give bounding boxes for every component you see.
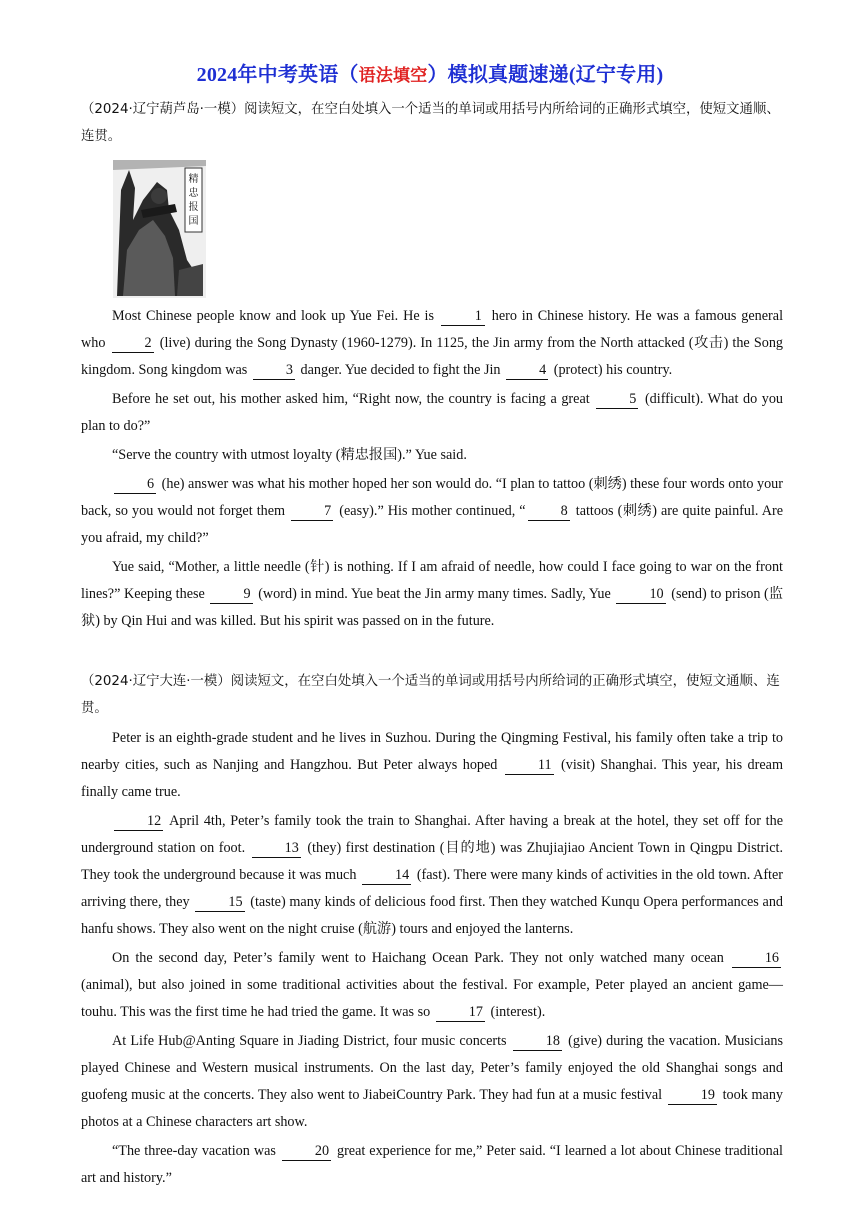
text: hero in Chinese history. He was a famous general who	[81, 308, 784, 351]
blank-12[interactable]: 12	[114, 812, 163, 831]
text: At Life Hub@Anting Square in Jiading District, four music concerts	[112, 1033, 507, 1049]
text: “The three-day vacation was	[112, 1143, 276, 1159]
text: Before he set out, his mother asked him, “Right now, the country is facing a great	[112, 391, 590, 407]
blank-4[interactable]: 4	[506, 361, 548, 380]
paragraph	[81, 1138, 783, 1192]
paragraph	[81, 386, 783, 440]
section1-passage	[81, 303, 783, 637]
text: (give) during the vacation. Musicians played Chinese and Western musical instruments. On the last day, Peter’s family enjoyed the old Shanghai songs and guofeng music at the concerts. They also went to JiabeiCountry Park. They had fun at a music festival	[81, 1033, 783, 1103]
page-title	[0, 58, 860, 87]
svg-text:国: 国	[188, 216, 199, 227]
text: (they) first destination (目的地) was Zhujiajiao Ancient Town in Qingpu District. They took the underground because it was much	[81, 840, 784, 883]
paragraph	[81, 471, 783, 552]
blank-3[interactable]: 3	[253, 361, 295, 380]
title-part-3: ）模拟真题速递(辽宁专用)	[427, 64, 664, 86]
blank-6[interactable]: 6	[114, 475, 156, 494]
blank-2[interactable]: 2	[112, 334, 154, 353]
text: (visit) Shanghai. This year, his dream finally came true.	[81, 757, 784, 800]
title-highlight: 语法填空	[358, 66, 428, 85]
yue-fei-illustration	[113, 160, 206, 298]
blank-14[interactable]: 14	[362, 866, 411, 885]
blank-8[interactable]: 8	[528, 502, 570, 521]
blank-17[interactable]: 17	[436, 1003, 485, 1022]
paragraph	[81, 945, 783, 1026]
svg-text:忠: 忠	[188, 188, 199, 199]
blank-20[interactable]: 20	[282, 1142, 331, 1161]
paragraph	[81, 554, 783, 635]
text: (taste) many kinds of delicious food first. Then they watched Kunqu Opera performances and hanfu shows. They also went on the night cruise (航游) tours and enjoyed the lanterns.	[81, 894, 784, 937]
blank-13[interactable]: 13	[252, 839, 301, 858]
text: (fast). There were many kinds of activities in the old town. After arriving there, they	[81, 867, 784, 910]
text: Yue said, “Mother, a little needle (针) is nothing. If I am afraid of needle, how could I face going to war on the front lines?” Keeping these	[81, 559, 783, 602]
text: (protect) his country.	[553, 362, 673, 378]
paragraph	[81, 808, 783, 943]
text: tattoos (刺绣) are quite painful. Are you afraid, my child?”	[81, 503, 784, 546]
text: Peter is an eighth-grade student and he lives in Suzhou. During the Qingming Festival, his family often take a trip to nearby cities, such as Nanjing and Hangzhou. But Peter always hoped	[81, 730, 783, 773]
text: (he) answer was what his mother hoped her son would do. “I plan to tattoo (刺绣) these four words onto your back, so you would not forget them	[81, 476, 783, 519]
text: (send) to prison (监狱) by Qin Hui and was killed. But his spirit was passed on in the future.	[81, 586, 784, 629]
text: (live) during the Song Dynasty (1960-1279). In 1125, the Jin army from the North attacked (攻击) the Song kingdom. Song kingdom was	[81, 335, 784, 378]
text: On the second day, Peter’s family went to Haichang Ocean Park. They not only watched many ocean	[112, 950, 724, 966]
paragraph	[81, 725, 783, 806]
text: Most Chinese people know and look up Yue Fei. He is	[112, 308, 434, 324]
svg-text:报: 报	[188, 202, 199, 213]
text: (easy).” His mother continued, “	[339, 503, 526, 519]
title-part-1: 2024年中考英语（	[196, 64, 359, 86]
text: (interest).	[490, 1004, 546, 1020]
text: (difficult). What do you plan to do?”	[81, 391, 784, 434]
blank-5[interactable]: 5	[596, 390, 638, 409]
blank-1[interactable]: 1	[441, 307, 485, 326]
text: (animal), but also joined in some traditional activities about the festival. For example, Peter played an ancient game— touhu. This was the first time he had tried the game. It was so	[81, 977, 783, 1020]
text: April 4th, Peter’s family took the train to Shanghai. After having a break at the hotel, they set off for the underground station on foot.	[81, 813, 783, 856]
text: took many photos at a Chinese characters art show.	[81, 1087, 784, 1130]
blank-15[interactable]: 15	[195, 893, 244, 912]
section2-passage	[81, 725, 783, 1194]
text: danger. Yue decided to fight the Jin	[300, 362, 501, 378]
paragraph: “Serve the country with utmost loyalty (精忠报国).” Yue said.	[112, 447, 467, 463]
blank-9[interactable]: 9	[210, 585, 252, 604]
section1-instruction: （2024·辽宁葫芦岛·一模）阅读短文，在空白处填入一个适当的单词或用括号内所给词的正确形式填空，使短文通顺、连贯。	[81, 102, 780, 144]
blank-16[interactable]: 16	[732, 949, 781, 968]
blank-11[interactable]: 11	[505, 756, 554, 775]
text: great experience for me,” Peter said. “I learned a lot about Chinese traditional art and history.”	[81, 1143, 784, 1186]
text: (word) in mind. Yue beat the Jin army many times. Sadly, Yue	[258, 586, 611, 602]
blank-19[interactable]: 19	[668, 1086, 717, 1105]
blank-7[interactable]: 7	[291, 502, 333, 521]
paragraph	[81, 303, 783, 384]
blank-18[interactable]: 18	[513, 1032, 562, 1051]
svg-text:精: 精	[188, 174, 199, 185]
section2-instruction: （2024·辽宁大连·一模）阅读短文，在空白处填入一个适当的单词或用括号内所给词的正确形式填空，使短文通顺、连贯。	[81, 674, 780, 716]
paragraph	[81, 1028, 783, 1136]
blank-10[interactable]: 10	[616, 585, 665, 604]
